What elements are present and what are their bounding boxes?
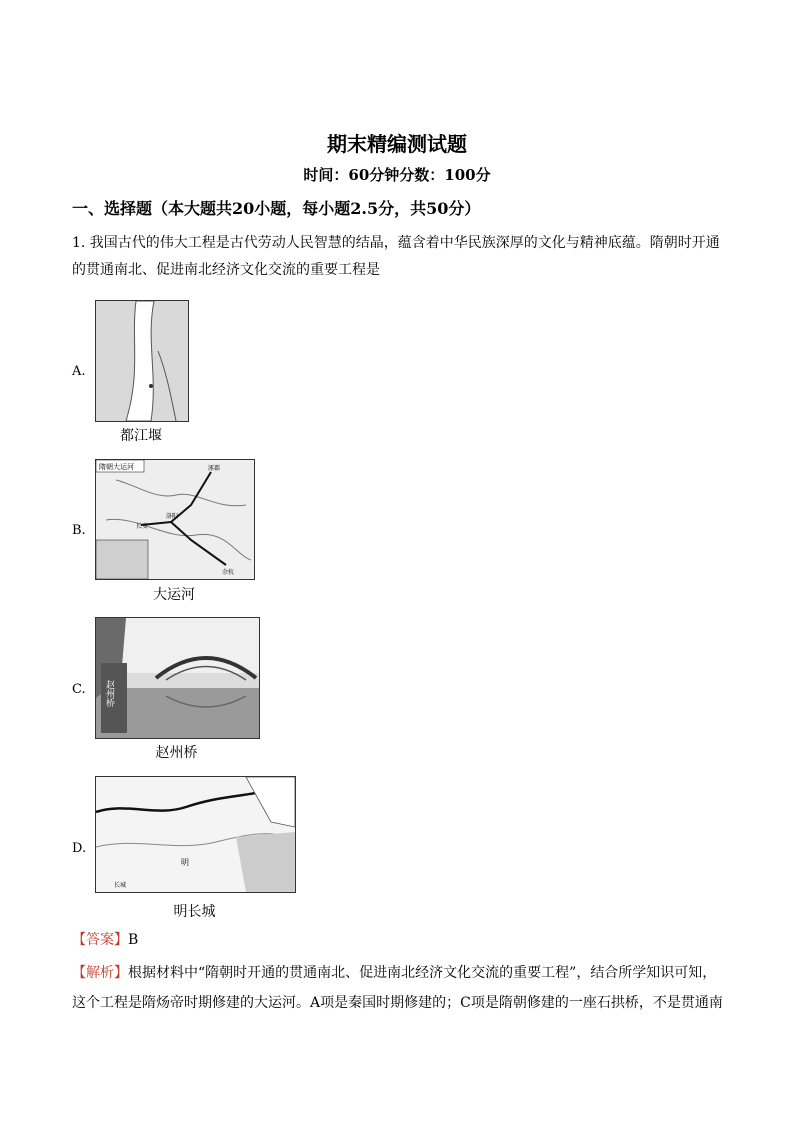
option-b-map-title: 隋朝大运河 <box>99 463 134 471</box>
option-c-letter: C. <box>72 682 86 697</box>
answer-label: 【答案】 <box>72 932 128 948</box>
map-label-changan: 长安 <box>136 523 149 530</box>
bridge-sign-text: 赵州桥 <box>104 680 114 707</box>
map-label-ming: 明 <box>181 858 189 867</box>
page-title: 期末精编测试题 <box>327 132 467 156</box>
option-c-photo <box>95 617 260 739</box>
question-text: 1. 我国古代的伟大工程是古代劳动人民智慧的结晶，蕴含着中华民族深厚的文化与精神底蕴。隋朝时开通的贯通南北、促进南北经济文化交流的重要工程是 <box>72 235 720 278</box>
option-a-letter: A. <box>72 364 86 379</box>
analysis-text: 根据材料中“隋朝时开通的贯通南北、促进南北经济文化交流的重要工程”，结合所学知识可知，这个工程是隋炀帝时期修建的大运河。A项是秦国时期修建的；C项是隋朝修建的一座石拱桥，不是贯通南 <box>72 965 723 1011</box>
map-label-greatwall: 长城 <box>114 882 127 889</box>
map-label-zhuojun: 涿郡 <box>208 465 221 472</box>
option-b-map <box>95 459 255 580</box>
answer-value: B <box>128 932 139 948</box>
option-d-map <box>95 776 296 893</box>
section-heading: 一、选择题（本大题共20小题，每小题2.5分，共50分） <box>72 199 481 218</box>
option-a-map <box>95 300 189 422</box>
option-a-caption: 都江堰 <box>120 428 162 444</box>
option-b-caption: 大运河 <box>153 587 195 603</box>
option-d-caption: 明长城 <box>173 904 216 920</box>
option-c-caption: 赵州桥 <box>155 745 198 761</box>
option-b-letter: B. <box>72 523 86 538</box>
map-label-yuhang: 余杭 <box>222 569 235 576</box>
answer-line <box>72 929 138 949</box>
analysis-paragraph <box>72 958 727 1018</box>
exam-info: 时间：60分钟分数：100分 <box>303 166 491 184</box>
map-label-luoyang: 洛阳 <box>166 513 179 520</box>
analysis-label: 【解析】 <box>72 965 128 981</box>
option-d-letter: D. <box>72 841 87 856</box>
